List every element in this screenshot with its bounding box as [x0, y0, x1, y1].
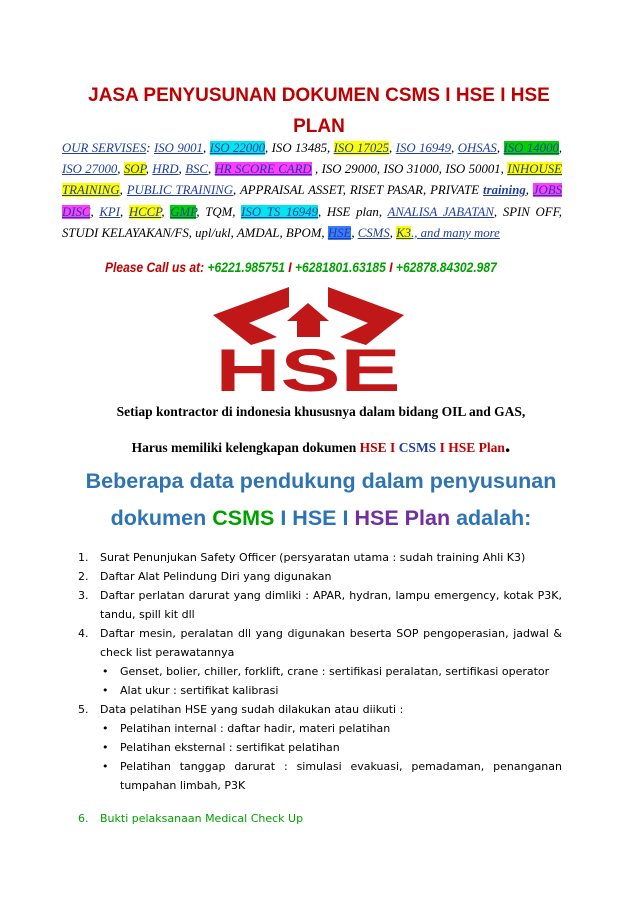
phone-separator: I	[389, 260, 393, 275]
service-link[interactable]: ISO TS 16949	[241, 204, 318, 219]
service-link[interactable]: GMP	[170, 204, 197, 219]
service-text: ,	[119, 204, 129, 219]
intro-separator: I	[439, 440, 445, 455]
service-link[interactable]: ISO 14000	[503, 141, 559, 155]
service-text: , TQM,	[196, 204, 242, 219]
phone-3[interactable]: +62878.84302.987	[395, 260, 497, 275]
service-link[interactable]: BSC	[185, 162, 208, 177]
list-item	[62, 624, 562, 662]
service-link[interactable]: OUR SERVISES	[62, 141, 147, 155]
service-text: ,	[351, 225, 358, 240]
service-link[interactable]: INHOUSE TRAINING	[62, 162, 562, 198]
service-text: ,	[389, 141, 396, 155]
list-text: Pelatihan tanggap darurat : simulasi evakuasi, pemadaman, penanganan tumpahan limbah, P3K	[120, 760, 562, 792]
list-text: Daftar Alat Pelindung Diri yang digunakan	[100, 570, 332, 583]
service-text: ,	[145, 162, 153, 177]
sub-list-item	[62, 738, 562, 757]
service-link[interactable]: training	[483, 183, 526, 198]
service-link[interactable]: ISO 17025	[333, 141, 390, 155]
contact-line	[105, 260, 497, 275]
list-text: Data pelatihan HSE yang sudah dilakukan atau diikuti :	[100, 703, 404, 716]
requirements-list	[62, 548, 562, 828]
service-link[interactable]: HSE	[327, 225, 352, 240]
service-link[interactable]: K3	[396, 225, 412, 240]
heading-separator: I	[280, 506, 287, 530]
phone-2[interactable]: +6281801.63185	[294, 260, 386, 275]
service-text: , SPIN OFF, STUDI KELAYAKAN/FS, upl/ukl, AMDAL, BPOM,	[62, 204, 562, 240]
list-text: Alat ukur : sertifikat kalibrasi	[120, 684, 279, 697]
list-number: 1.	[78, 551, 89, 564]
service-text: ,	[90, 204, 100, 219]
services-paragraph	[62, 138, 562, 244]
bullet-icon: •	[102, 722, 109, 735]
heading-pre: dokumen	[110, 506, 207, 530]
service-link[interactable]: SOP	[123, 162, 146, 177]
phone-separator: I	[288, 260, 292, 275]
service-text: :	[146, 141, 154, 155]
hse-logo-icon	[211, 285, 406, 395]
service-link[interactable]: ., and many more	[411, 225, 500, 240]
intro-separator: I	[390, 440, 396, 455]
intro-hse-plan: HSE Plan	[448, 440, 505, 455]
service-text: , APPRAISAL ASSET, RISET PASAR, PRIVATE	[233, 183, 484, 198]
list-text: Pelatihan internal : daftar hadir, materi pelatihan	[120, 722, 391, 735]
list-number: 2.	[78, 570, 89, 583]
page-title: JASA PENYUSUNAN DOKUMEN CSMS I HSE I HSE PLAN	[88, 85, 550, 137]
list-number: 5.	[78, 703, 89, 716]
service-link[interactable]: JOBS DISC	[62, 183, 563, 219]
service-link[interactable]: HCCP	[128, 204, 162, 219]
service-link[interactable]: PUBLIC TRAINING	[126, 183, 234, 198]
service-link[interactable]: ANALISA JABATAN	[387, 204, 494, 219]
list-number: 3.	[78, 589, 89, 602]
heading-separator: I	[342, 506, 349, 530]
list-number: 6.	[78, 812, 89, 825]
bullet-icon: •	[102, 741, 109, 754]
service-link[interactable]: ISO 16949	[395, 141, 452, 155]
service-link[interactable]: OHSAS	[457, 141, 497, 155]
logo-text: HSE	[215, 337, 401, 395]
list-text: Surat Penunjukan Safety Officer (persyaratan utama : sudah training Ahli K3)	[100, 551, 526, 564]
intro-line-1: Setiap kontractor di indonesia khususnya dalam bidang OIL and GAS,	[116, 404, 526, 419]
list-item	[62, 586, 562, 624]
list-text: Daftar mesin, peralatan dll yang digunakan beserta SOP pengoperasian, jadwal & check list perawatannya	[100, 627, 562, 659]
service-text: ,	[161, 204, 171, 219]
bullet-icon: •	[102, 665, 109, 678]
service-text: ,	[496, 141, 504, 155]
service-text: ,	[207, 162, 215, 177]
list-item	[62, 700, 562, 719]
heading-hse-2: HSE	[354, 506, 399, 530]
list-item	[62, 809, 562, 828]
heading-post: adalah:	[456, 506, 532, 530]
sub-list-item	[62, 757, 562, 795]
intro-period: .	[504, 432, 511, 457]
service-text: , ISO 13485,	[265, 141, 334, 155]
service-text: ,	[451, 141, 458, 155]
service-link[interactable]: CSMS	[357, 225, 390, 240]
service-text: , HSE plan,	[318, 204, 388, 219]
heading-hse: HSE	[292, 506, 337, 530]
service-link[interactable]: ISO 22000	[209, 141, 265, 155]
service-text: ,	[525, 183, 533, 198]
sub-list-item	[62, 662, 562, 681]
heading-csms: CSMS	[212, 506, 275, 530]
call-prefix: Please Call us at:	[105, 260, 205, 275]
service-link[interactable]: HR SCORE CARD	[214, 162, 312, 177]
list-text: Daftar perlatan darurat yang dimliki : APAR, hydran, lampu emergency, kotak P3K, tandu, spill kit dll	[100, 589, 562, 621]
sub-list-item	[62, 719, 562, 738]
service-link[interactable]: HRD	[152, 162, 179, 177]
service-text: ,	[178, 162, 186, 177]
section-heading	[62, 463, 580, 537]
service-text: , ISO 29000, ISO 31000, ISO 50001,	[311, 162, 508, 177]
intro-text: Harus memiliki kelengkapan dokumen	[131, 440, 357, 455]
sub-list-item	[62, 681, 562, 700]
heading-plan: Plan	[404, 506, 451, 530]
logo-house	[287, 303, 329, 337]
intro-line-2	[62, 432, 580, 457]
intro-csms: CSMS	[398, 440, 437, 455]
service-link[interactable]: KPI	[99, 204, 120, 219]
service-text: ,	[558, 141, 563, 155]
list-text: Genset, bolier, chiller, forklift, crane : sertifikasi peralatan, sertifikasi operator	[120, 665, 550, 678]
intro-hse: HSE	[359, 440, 387, 455]
bullet-icon: •	[102, 684, 109, 697]
service-text: ,	[202, 141, 210, 155]
service-text: ,	[117, 162, 124, 177]
list-item	[62, 548, 562, 567]
heading-line-1: Beberapa data pendukung dalam penyusunan	[85, 469, 557, 493]
service-link[interactable]: ISO 9001	[154, 141, 203, 155]
phone-1[interactable]: +6221.985751	[207, 260, 285, 275]
list-number: 4.	[78, 627, 89, 640]
list-text: Bukti pelaksanaan Medical Check Up	[100, 812, 304, 825]
bullet-icon: •	[102, 760, 109, 773]
service-link[interactable]: ISO 27000	[62, 162, 118, 177]
list-item	[62, 567, 562, 586]
service-text: ,	[119, 183, 127, 198]
list-text: Pelatihan eksternal : sertifikat pelatihan	[120, 741, 340, 754]
service-text: ,	[389, 225, 397, 240]
